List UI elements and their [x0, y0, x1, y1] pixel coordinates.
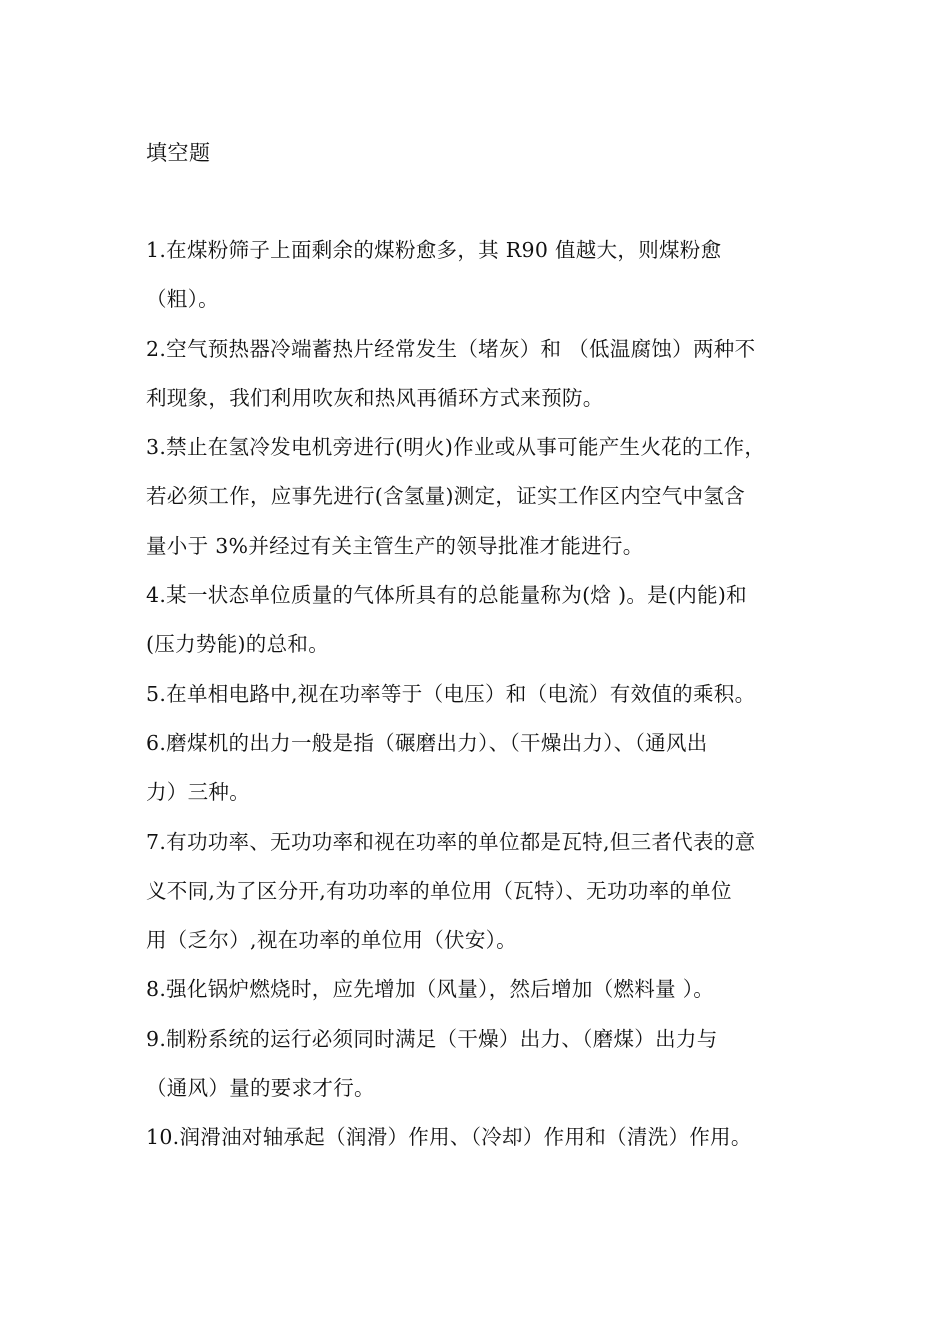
text-line: 3.禁止在氢冷发电机旁进行(明火)作业或从事可能产生火花的工作， [146, 435, 766, 460]
text-line: 力）三种。 [146, 780, 250, 805]
text-line: 义不同,为了区分开,有功功率的单位用（瓦特）、无功功率的单位 [146, 878, 732, 903]
text-line: 利现象，我们利用吹灰和热风再循环方式来预防。 [146, 385, 604, 410]
text-line: 6.磨煤机的出力一般是指（碾磨出力）、（干燥出力）、（通风出 [146, 730, 708, 755]
text-line: 4.某一状态单位质量的气体所具有的总能量称为(焓 )。是(内能)和 [146, 583, 747, 608]
page-title: 填空题 [146, 141, 211, 165]
text-line: （通风）量的要求才行。 [146, 1076, 375, 1101]
question-list [146, 233, 811, 1170]
text-line: 若必须工作，应事先进行(含氢量)测定，证实工作区内空气中氢含 [146, 484, 745, 509]
text-line: 2.空气预热器冷端蓄热片经常发生（堵灰）和 （低温腐蚀）两种不 [146, 336, 756, 361]
text-line: 5.在单相电路中,视在功率等于（电压）和（电流）有效值的乘积。 [146, 681, 756, 706]
text-line: 10.润滑油对轴承起（润滑）作用、（冷却）作用和（清洗）作用。 [146, 1125, 752, 1150]
text-line: 1.在煤粉筛子上面剩余的煤粉愈多，其 R90 值越大，则煤粉愈 [146, 238, 722, 262]
text-line: (压力势能)的总和。 [146, 632, 329, 657]
text-line: 7.有功功率、无功功率和视在功率的单位都是瓦特,但三者代表的意 [146, 829, 756, 854]
text-line: 用（乏尔）,视在功率的单位用（伏安）。 [146, 928, 517, 953]
text-line: （粗）。 [146, 287, 219, 312]
text-line: 8.强化锅炉燃烧时，应先增加（风量），然后增加（燃料量 ）。 [146, 977, 715, 1002]
text-line: 9.制粉系统的运行必须同时满足（干燥）出力、（磨煤）出力与 [146, 1026, 718, 1051]
text-line: 量小于 3%并经过有关主管生产的领导批准才能进行。 [146, 533, 644, 558]
